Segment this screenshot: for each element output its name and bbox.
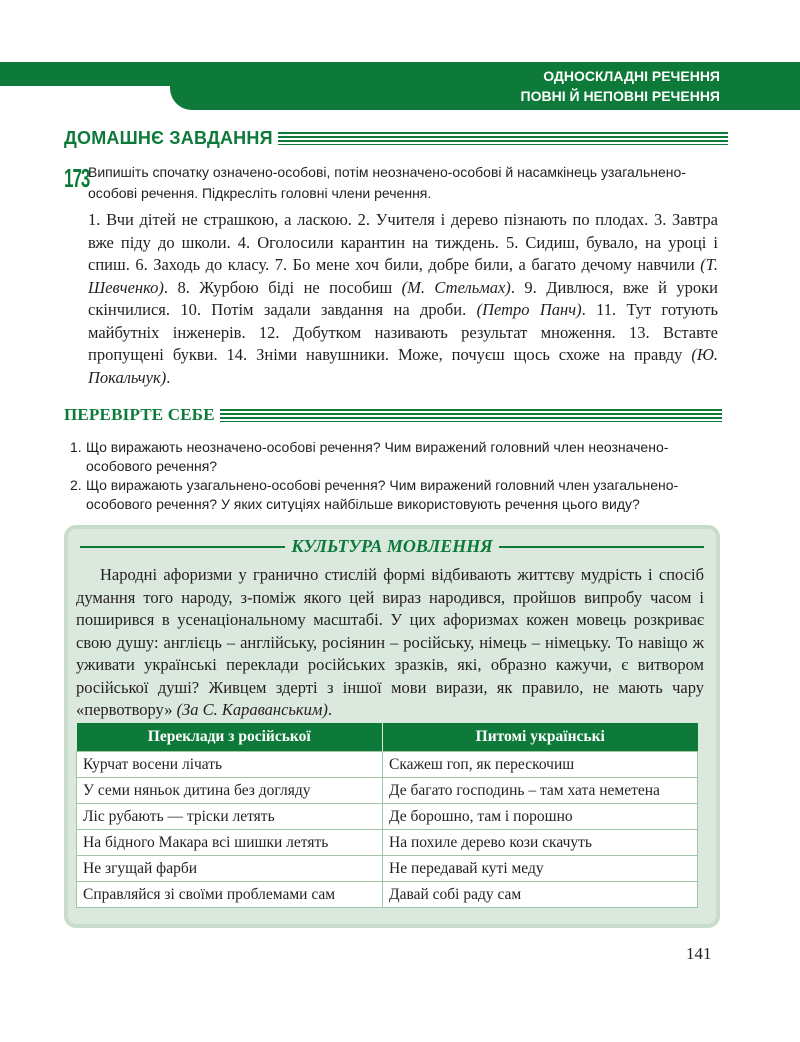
culture-title-row [80,536,704,557]
question-text: Що виражають узагальнено-особові речення? Чим виражений головний член узагальнено-особового речення? У яких ситуціях найбільше використовують речення цього виду? [86,477,679,512]
table-row [77,882,698,908]
check-section-header [64,405,722,425]
question-item [70,438,730,476]
culture-paragraph-text: Народні афоризми у гранично стислій формі відбивають життєву мудрість і спосіб думання того народу, з-поміж якого цей вираз народився, пройшов випробу часом і поширився в усенаціональному масштабі. У цих афоризмах кожен мовець розкриває свою душу: англієць – англійську, росіянин – російську, німець – німецьку. То навіщо ж уживати українські переклади російських зразків, які, образно кажучи, є витвором російської душі? Живцем здерті з іншої мови вирази, як правило, не мають чару «первотвору» [76,565,704,719]
question-item [70,476,730,514]
exercise-text [88,209,718,389]
exercise-author: (Петро Панч) [476,300,582,319]
table-cell: Ліс рубають — тріски летять [77,804,383,830]
culture-paragraph [76,564,704,722]
page-number: 141 [686,944,712,963]
table-cell: Скажеш гоп, як перескочиш [383,752,698,778]
table-cell: На бідного Макара всі шишки летять [77,830,383,856]
chapter-header-line2: ПОВНІ Й НЕПОВНІ РЕЧЕННЯ [520,88,720,104]
table-row [77,778,698,804]
check-title: ПЕРЕВІРТЕ СЕБЕ [64,405,215,424]
homework-title: ДОМАШНЄ ЗАВДАННЯ [64,128,273,148]
table-header-ukrainian: Питомі українські [383,723,698,752]
exercise-number: 173 [64,164,90,193]
table-cell: Де борошно, там і порошно [383,804,698,830]
question-number: 2. [70,477,82,493]
culture-title-line-left [80,546,285,548]
table-cell: На похиле дерево кози скачуть [383,830,698,856]
culture-title: КУЛЬТУРА МОВЛЕННЯ [291,536,493,556]
chapter-header-line1: ОДНОСКЛАДНІ РЕЧЕННЯ [543,68,720,84]
table-cell: Не згущай фарби [77,856,383,882]
exercise-sentence-text: . 11. Тут готують майбутніх інженерів. 12. Добутком називають результат множення. 13. Вставте пропущені букви. 14. Зніми навушники. Може, почуєш щось схоже на правду [88,300,718,364]
table-cell: Де багато господинь – там хата неметена [383,778,698,804]
question-list [70,438,730,514]
exercise-task: Випишіть спочатку означено-особові, потім неозначено-особові й насамкінець узагальнено-особові речення. Підкресліть головні члени речення. [88,164,686,201]
culture-box [64,525,720,928]
table-row [77,752,698,778]
culture-source: (За С. Караванським) [176,700,328,719]
table-cell: У семи няньок дитина без догляду [77,778,383,804]
chapter-header [521,66,720,106]
exercise-sentence-text: 1. Вчи дітей не страшкою, а ласкою. 2. Учителя і дерево пізнають по плодах. 3. Завтра вже піду до школи. 4. Оголосили карантин на тиждень. 5. Сидиш, бувало, на уроці і спиш. 6. Заходь до класу. 7. Бо мене хоч били, добре били, а багато дечому навчили [88,210,718,274]
culture-paragraph-end: . [327,700,333,719]
question-text: Що виражають неозначено-особові речення? Чим виражений головний член неозначено-особового речення? [86,439,669,474]
table-header-russian: Переклади з російської [77,723,383,752]
table-cell: Справляйся зі своїми проблемами сам [77,882,383,908]
table-row [77,856,698,882]
table-cell: Давай собі раду сам [383,882,698,908]
exercise-author: (М. Стельмах) [401,277,511,297]
table-cell: Не передавай куті меду [383,856,698,882]
question-number: 1. [70,439,82,455]
exercise-author: (Т. Шевченко) [88,255,718,297]
homework-title-lines [278,132,728,145]
exercise-sentence-text: . 9. Дивлюся, вже й уроки скінчилися. 10. Потім задали завдання на дроби. [88,277,719,319]
table-cell: Курчат восени лічать [77,752,383,778]
phrase-table [76,723,698,908]
table-row [77,804,698,830]
table-header-row [77,723,698,752]
table-row [77,830,698,856]
check-title-lines [220,409,722,422]
exercise-sentence-text: . 8. Журбою біді не пособиш [163,277,402,297]
exercise-sentence-text: . [166,367,171,387]
homework-section-header [64,128,728,149]
exercise-author: (Ю. Покальчук) [88,345,718,387]
culture-title-line-right [499,546,704,548]
